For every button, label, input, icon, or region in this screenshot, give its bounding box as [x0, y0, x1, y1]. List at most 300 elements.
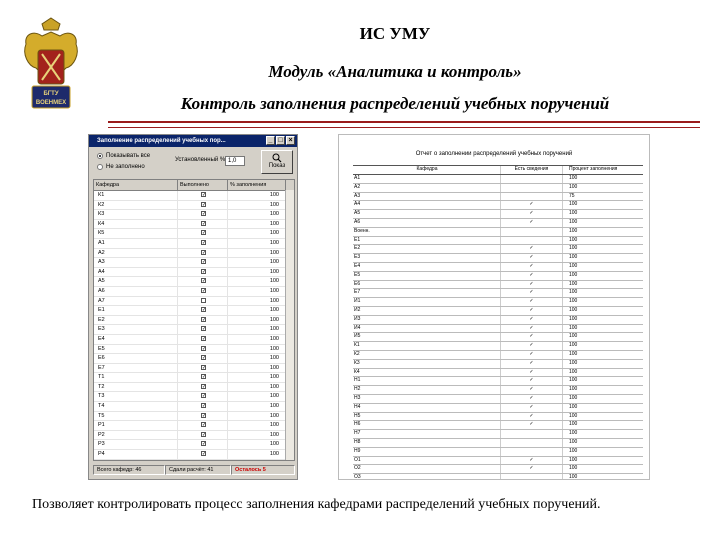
report-check: ✓: [501, 201, 563, 209]
report-pct: 100: [569, 306, 578, 313]
done-cell: [178, 412, 228, 421]
dept-cell: Р4: [94, 450, 178, 459]
done-checkbox[interactable]: ✓: [202, 287, 207, 294]
report-dept: Н3: [353, 395, 501, 403]
vertical-scrollbar[interactable]: [285, 190, 294, 460]
dept-cell: Т3: [94, 392, 178, 401]
done-cell: [178, 316, 228, 325]
maximize-icon[interactable]: □: [276, 136, 285, 145]
threshold-label: Установленный %: [175, 157, 226, 163]
report-dept: Н4: [353, 404, 501, 412]
done-checkbox[interactable]: ✓: [202, 335, 207, 342]
done-checkbox[interactable]: ✓: [202, 239, 207, 246]
report-check: ✓: [501, 272, 563, 280]
report-pct: 100: [569, 474, 578, 480]
dept-cell: Т5: [94, 412, 178, 421]
table-row[interactable]: [94, 421, 294, 431]
report-row: [353, 184, 643, 193]
dept-cell: Е2: [94, 316, 178, 325]
done-cell: [178, 354, 228, 363]
divider-line: [108, 121, 700, 123]
report-dept: О2: [353, 465, 501, 473]
report-dept: А3: [353, 193, 501, 201]
dept-cell: А3: [94, 258, 178, 267]
done-cell: [178, 220, 228, 229]
report-dept: Е6: [353, 281, 501, 289]
slide-subtitle: Контроль заполнения распределений учебных поручений: [180, 94, 610, 113]
report-check: ✓: [501, 210, 563, 218]
report-check: [501, 430, 563, 438]
report-pct: 100: [569, 210, 578, 217]
table-row[interactable]: [94, 268, 294, 278]
report-row: [353, 201, 643, 210]
done-cell: [178, 249, 228, 258]
status-total: Всего кафедр: 46: [93, 465, 165, 475]
show-button[interactable]: [261, 150, 293, 174]
pct-cell: 100: [228, 373, 286, 382]
pct-cell: 100: [228, 220, 286, 229]
pct-cell: 100: [228, 412, 286, 421]
done-checkbox[interactable]: ✓: [202, 441, 207, 448]
table-row[interactable]: [94, 229, 294, 239]
report-dept: Н1: [353, 377, 501, 385]
done-checkbox[interactable]: ✓: [202, 259, 207, 266]
threshold-input[interactable]: 1,0: [225, 156, 245, 166]
dept-cell: Р3: [94, 440, 178, 449]
done-checkbox[interactable]: ✓: [202, 451, 207, 458]
done-cell: [178, 364, 228, 373]
report-pct: 100: [569, 465, 578, 472]
pct-cell: 100: [228, 297, 286, 306]
report-row: [353, 307, 643, 316]
departments-grid: [93, 179, 295, 461]
report-check: ✓: [501, 413, 563, 421]
report-dept: Военн.: [353, 228, 501, 236]
report-dept: Н2: [353, 386, 501, 394]
column-header[interactable]: % заполнения: [228, 180, 286, 190]
report-row: [353, 377, 643, 386]
done-cell: [178, 431, 228, 440]
pct-cell: 100: [228, 287, 286, 296]
done-cell: [178, 277, 228, 286]
report-row: [353, 237, 643, 246]
dept-cell: Е5: [94, 345, 178, 354]
dept-cell: А4: [94, 268, 178, 277]
done-checkbox[interactable]: ✓: [202, 383, 207, 390]
done-checkbox[interactable]: ✓: [202, 345, 207, 352]
pct-cell: 100: [228, 325, 286, 334]
report-check: [501, 228, 563, 236]
done-cell: [178, 345, 228, 354]
pct-cell: 100: [228, 421, 286, 430]
dept-cell: А2: [94, 249, 178, 258]
table-row[interactable]: [94, 392, 294, 402]
dept-cell: А7: [94, 297, 178, 306]
report-row: [353, 316, 643, 325]
report-row: [353, 342, 643, 351]
report-row: [353, 448, 643, 457]
report-dept: Е5: [353, 272, 501, 280]
report-pct: 100: [569, 359, 578, 366]
column-header[interactable]: Кафедра: [94, 180, 178, 190]
report-row: [353, 219, 643, 228]
report-check: ✓: [501, 351, 563, 359]
done-cell: [178, 229, 228, 238]
report-row: [353, 175, 643, 184]
table-row[interactable]: [94, 258, 294, 268]
done-cell: [178, 373, 228, 382]
dept-cell: Р2: [94, 431, 178, 440]
report-row: [353, 281, 643, 290]
report-check: ✓: [501, 386, 563, 394]
report-check: ✓: [501, 316, 563, 324]
radio-label: Не заполнено: [106, 164, 145, 170]
report-row: [353, 272, 643, 281]
dept-cell: А1: [94, 239, 178, 248]
done-cell: [178, 191, 228, 200]
done-checkbox[interactable]: ✓: [202, 249, 207, 256]
table-row[interactable]: [94, 460, 294, 461]
report-pct: 100: [569, 438, 578, 445]
report-pct: 100: [569, 271, 578, 278]
done-checkbox[interactable]: ✓: [202, 316, 207, 323]
done-checkbox[interactable]: ✓: [202, 364, 207, 371]
report-check: [501, 237, 563, 245]
report-row: [353, 474, 643, 480]
pct-cell: 100: [228, 364, 286, 373]
report-row: [353, 210, 643, 219]
report-preview: [338, 134, 650, 480]
table-row[interactable]: [94, 335, 294, 345]
report-check: ✓: [501, 298, 563, 306]
report-pct: 100: [569, 218, 578, 225]
radio-button[interactable]: [97, 153, 103, 159]
report-column-header: Кафедра: [353, 166, 501, 174]
report-row: [353, 465, 643, 474]
pct-cell: 100: [228, 354, 286, 363]
report-check: ✓: [501, 404, 563, 412]
report-row: [353, 228, 643, 237]
pct-cell: 100: [228, 440, 286, 449]
done-cell: [178, 392, 228, 401]
grid-body: [94, 191, 294, 461]
done-cell: [178, 460, 228, 461]
report-dept: К1: [353, 342, 501, 350]
report-pct: 100: [569, 324, 578, 331]
report-check: ✓: [501, 281, 563, 289]
report-pct: 100: [569, 262, 578, 269]
report-pct: 75: [569, 192, 575, 199]
pct-cell: 100: [228, 191, 286, 200]
report-dept: А1: [353, 175, 501, 183]
table-row[interactable]: [94, 249, 294, 259]
pct-cell: 100: [228, 239, 286, 248]
status-bar: [93, 465, 295, 475]
done-checkbox[interactable]: ✓: [202, 355, 207, 362]
done-checkbox[interactable]: ✓: [202, 393, 207, 400]
table-row[interactable]: [94, 277, 294, 287]
report-body: [353, 175, 643, 480]
table-row[interactable]: [94, 412, 294, 422]
report-check: [501, 474, 563, 480]
pct-cell: [228, 460, 286, 461]
table-row[interactable]: [94, 287, 294, 297]
report-table: [353, 165, 643, 480]
done-cell: [178, 201, 228, 210]
table-row[interactable]: [94, 191, 294, 201]
report-dept: Н7: [353, 430, 501, 438]
report-row: [353, 289, 643, 298]
report-row: [353, 457, 643, 466]
report-check: ✓: [501, 245, 563, 253]
dept-cell: Е4: [94, 335, 178, 344]
done-cell: [178, 440, 228, 449]
report-check: [501, 448, 563, 456]
slide-caption: Позволяет контролировать процесс заполнения кафедрами распределений учебных поручений.: [32, 497, 601, 512]
pct-cell: 100: [228, 335, 286, 344]
report-row: [353, 351, 643, 360]
report-pct: 100: [569, 350, 578, 357]
table-row[interactable]: [94, 364, 294, 374]
report-row: [353, 325, 643, 334]
report-check: ✓: [501, 465, 563, 473]
report-dept: К3: [353, 360, 501, 368]
report-dept: А2: [353, 184, 501, 192]
done-cell: [178, 306, 228, 315]
report-dept: О1: [353, 457, 501, 465]
done-checkbox[interactable]: [201, 298, 206, 303]
report-row: [353, 333, 643, 342]
divider-line: [108, 127, 700, 128]
report-pct: 100: [569, 386, 578, 393]
report-header: [353, 165, 643, 175]
report-pct: 100: [569, 333, 578, 340]
pct-cell: 100: [228, 345, 286, 354]
done-checkbox[interactable]: ✓: [202, 374, 207, 381]
report-pct: 100: [569, 245, 578, 252]
report-dept: Н8: [353, 439, 501, 447]
done-checkbox[interactable]: ✓: [202, 412, 207, 419]
done-checkbox[interactable]: ✓: [202, 307, 207, 314]
report-check: ✓: [501, 289, 563, 297]
table-row[interactable]: [94, 297, 294, 307]
svg-text:БГТУ: БГТУ: [43, 91, 59, 97]
pct-cell: 100: [228, 392, 286, 401]
table-row[interactable]: [94, 431, 294, 441]
close-icon[interactable]: ×: [286, 136, 295, 145]
report-pct: 100: [569, 342, 578, 349]
report-dept: И1: [353, 298, 501, 306]
report-dept: А5: [353, 210, 501, 218]
pct-cell: 100: [228, 210, 286, 219]
table-row[interactable]: [94, 210, 294, 220]
report-dept: А6: [353, 219, 501, 227]
report-dept: К2: [353, 351, 501, 359]
done-checkbox[interactable]: ✓: [202, 268, 207, 275]
report-row: [353, 421, 643, 430]
done-cell: [178, 210, 228, 219]
report-check: ✓: [501, 377, 563, 385]
done-checkbox[interactable]: ✓: [202, 403, 207, 410]
report-check: ✓: [501, 395, 563, 403]
done-checkbox[interactable]: ✓: [202, 431, 207, 438]
report-pct: 100: [569, 254, 578, 261]
report-dept: Е4: [353, 263, 501, 271]
minimize-icon[interactable]: _: [266, 136, 275, 145]
report-check: ✓: [501, 325, 563, 333]
done-cell: [178, 325, 228, 334]
table-row[interactable]: [94, 383, 294, 393]
module-name: Модуль «Аналитика и контроль»: [268, 62, 522, 81]
slide-title: ИС УМУ: [359, 24, 431, 43]
table-row[interactable]: [94, 201, 294, 211]
dept-cell: А6: [94, 287, 178, 296]
report-row: [353, 254, 643, 263]
report-row: [353, 263, 643, 272]
report-pct: 100: [569, 403, 578, 410]
report-check: ✓: [501, 342, 563, 350]
dept-cell: [94, 460, 178, 461]
done-cell: [178, 287, 228, 296]
done-cell: [178, 402, 228, 411]
report-pct: 100: [569, 394, 578, 401]
done-checkbox[interactable]: ✓: [202, 192, 207, 198]
report-check: ✓: [501, 254, 563, 262]
done-checkbox[interactable]: ✓: [202, 220, 207, 227]
report-dept: Н6: [353, 421, 501, 429]
pct-cell: 100: [228, 431, 286, 440]
table-row[interactable]: [94, 316, 294, 326]
table-row[interactable]: [94, 345, 294, 355]
dept-cell: Е3: [94, 325, 178, 334]
table-row[interactable]: [94, 450, 294, 460]
pct-cell: 100: [228, 316, 286, 325]
dept-cell: А5: [94, 277, 178, 286]
window-title: Заполнение распределений учебных пор...: [97, 138, 226, 144]
report-check: [501, 439, 563, 447]
done-checkbox[interactable]: ✓: [202, 278, 207, 285]
report-title: Отчет о заполнении распределений учебных поручений: [415, 151, 573, 157]
report-row: [353, 369, 643, 378]
report-check: ✓: [501, 421, 563, 429]
table-row[interactable]: [94, 239, 294, 249]
report-pct: 100: [569, 236, 578, 243]
dept-cell: К4: [94, 220, 178, 229]
table-row[interactable]: [94, 220, 294, 230]
report-dept: Е7: [353, 289, 501, 297]
pct-cell: 100: [228, 383, 286, 392]
column-header[interactable]: Выполнено: [178, 180, 228, 190]
pct-cell: 100: [228, 306, 286, 315]
done-cell: [178, 258, 228, 267]
table-row[interactable]: [94, 306, 294, 316]
report-check: ✓: [501, 219, 563, 227]
table-row[interactable]: [94, 402, 294, 412]
done-checkbox[interactable]: ✓: [202, 211, 207, 218]
report-pct: 100: [569, 447, 578, 454]
dept-cell: К2: [94, 201, 178, 210]
done-cell: [178, 239, 228, 248]
report-dept: И5: [353, 333, 501, 341]
table-row[interactable]: [94, 354, 294, 364]
done-checkbox[interactable]: ✓: [202, 326, 207, 333]
report-pct: 100: [569, 377, 578, 384]
dept-cell: К5: [94, 229, 178, 238]
report-pct: 100: [569, 289, 578, 296]
window-titlebar[interactable]: [89, 135, 297, 147]
report-pct: 100: [569, 421, 578, 428]
report-check: [501, 184, 563, 192]
report-check: ✓: [501, 369, 563, 377]
report-check: ✓: [501, 307, 563, 315]
pct-cell: 100: [228, 402, 286, 411]
report-check: [501, 193, 563, 201]
report-pct: 100: [569, 412, 578, 419]
report-dept: Н9: [353, 448, 501, 456]
report-dept: Е3: [353, 254, 501, 262]
report-check: ✓: [501, 333, 563, 341]
done-cell: [178, 383, 228, 392]
report-pct: 100: [569, 298, 578, 305]
table-row[interactable]: [94, 373, 294, 383]
done-cell: [178, 335, 228, 344]
report-pct: 100: [569, 201, 578, 208]
status-remaining: Осталось 5: [231, 465, 295, 475]
report-row: [353, 193, 643, 202]
table-row[interactable]: [94, 325, 294, 335]
report-row: [353, 430, 643, 439]
dept-cell: Е6: [94, 354, 178, 363]
report-row: [353, 439, 643, 448]
dept-cell: К3: [94, 210, 178, 219]
report-pct: 100: [569, 175, 578, 181]
report-check: ✓: [501, 360, 563, 368]
report-dept: Е1: [353, 237, 501, 245]
report-dept: О3: [353, 474, 501, 480]
dept-cell: Р1: [94, 421, 178, 430]
dept-cell: Т4: [94, 402, 178, 411]
report-check: [501, 175, 563, 183]
radio-label: Показывать все: [106, 153, 151, 159]
dept-cell: Е7: [94, 364, 178, 373]
table-row[interactable]: [94, 440, 294, 450]
dept-cell: Т2: [94, 383, 178, 392]
pct-cell: 100: [228, 450, 286, 459]
pct-cell: 100: [228, 201, 286, 210]
report-row: [353, 360, 643, 369]
status-filled: Сдали расчёт: 41: [165, 465, 231, 475]
radio-not-filled[interactable]: [97, 164, 145, 170]
done-cell: [178, 297, 228, 306]
pct-cell: 100: [228, 258, 286, 267]
show-button-label: Показ: [268, 163, 286, 169]
pct-cell: 100: [228, 277, 286, 286]
radio-button[interactable]: [97, 164, 103, 170]
done-checkbox[interactable]: ✓: [202, 230, 207, 237]
report-dept: Е2: [353, 245, 501, 253]
done-cell: [178, 450, 228, 459]
report-column-header: Процент заполнения: [569, 166, 618, 172]
report-dept: И4: [353, 325, 501, 333]
dept-cell: К1: [94, 191, 178, 200]
done-checkbox[interactable]: ✓: [202, 201, 207, 208]
radio-show-all[interactable]: [97, 153, 150, 159]
report-pct: 100: [569, 368, 578, 375]
report-row: [353, 386, 643, 395]
done-cell: [178, 421, 228, 430]
report-dept: К4: [353, 369, 501, 377]
done-checkbox[interactable]: ✓: [202, 422, 207, 429]
